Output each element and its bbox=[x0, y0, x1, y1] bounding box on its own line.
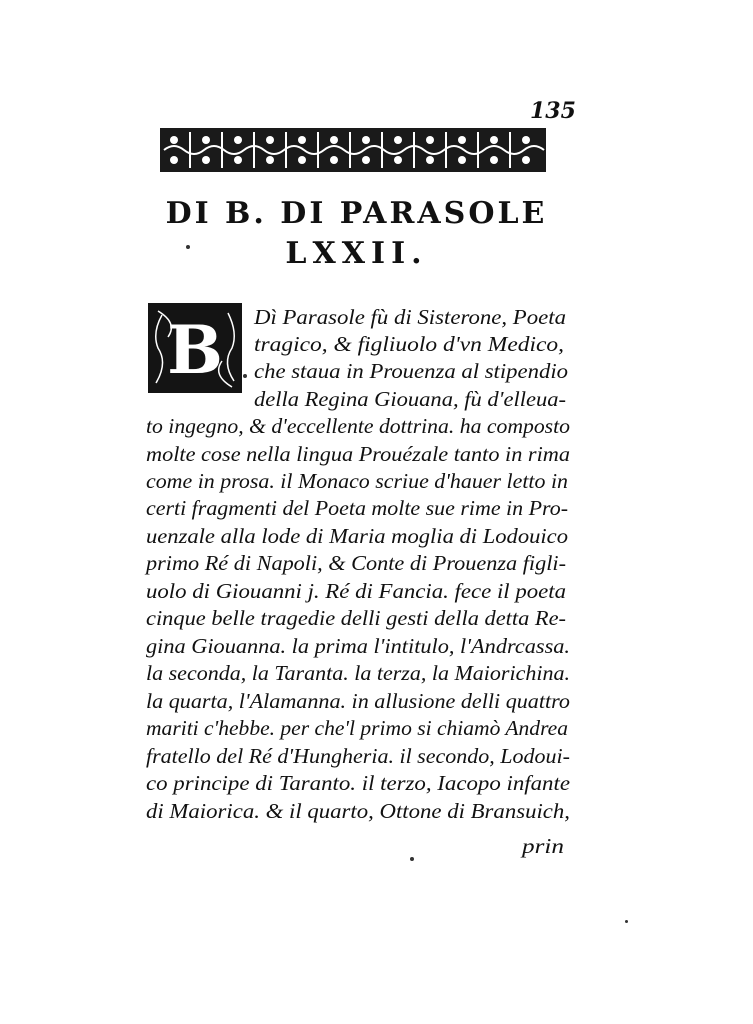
chapter-title: DI B. DI PARASOLE bbox=[165, 196, 548, 231]
text-line: primo Ré di Napoli, & Conte di Prouenza figli- bbox=[146, 551, 566, 575]
text-line: come in prosa. il Monaco scriue d'hauer letto in bbox=[146, 469, 568, 493]
page-number: 135 bbox=[530, 98, 576, 124]
text-line: uenzale alla lode di Maria moglia di Lodouico bbox=[146, 524, 568, 548]
text-line: fratello del Ré d'Hungheria. il secondo, Lodoui- bbox=[146, 744, 570, 768]
text-line: cinque belle tragedie delli gesti della detta Re- bbox=[146, 606, 566, 630]
text-line: della Regina Giouana, fù d'elleua- bbox=[254, 387, 566, 411]
speck bbox=[410, 857, 414, 861]
drop-cap-letter: B bbox=[167, 311, 223, 389]
text-line: Dì Parasole fù di Sisterone, Poeta bbox=[254, 305, 566, 329]
text-line: molte cose nella lingua Prouézale tanto in rima bbox=[146, 442, 570, 466]
speck bbox=[186, 245, 190, 249]
text-line: to ingegno, & d'eccellente dottrina. ha composto bbox=[146, 414, 570, 438]
speck bbox=[243, 374, 247, 378]
text-line: la seconda, la Taranta. la terza, la Maiorichina. bbox=[146, 661, 570, 685]
text-line: certi fragmenti del Poeta molte sue rime in Pro- bbox=[146, 496, 568, 520]
speck bbox=[625, 920, 628, 923]
text-line: che staua in Prouenza al stipendio bbox=[254, 359, 568, 383]
text-line: tragico, & figliuolo d'vn Medico, bbox=[254, 332, 564, 356]
catchword: prin bbox=[522, 834, 564, 858]
text-line: mariti c'hebbe. per che'l primo si chiamò Andrea bbox=[146, 716, 568, 740]
text-line: uolo di Giouanni j. Ré di Fancia. fece il poeta bbox=[146, 579, 566, 603]
ornament-band bbox=[160, 128, 546, 172]
decorated-initial bbox=[148, 303, 242, 393]
text-line: co principe di Taranto. il terzo, Iacopo infante bbox=[146, 771, 570, 795]
text-line: gina Giouanna. la prima l'intitulo, l'Andrcassa. bbox=[146, 634, 570, 658]
chapter-number: LXXII. bbox=[285, 236, 428, 271]
text-line: di Maiorica. & il quarto, Ottone di Bransuich, bbox=[146, 799, 570, 823]
text-line: la quarta, l'Alamanna. in allusione delli quattro bbox=[146, 689, 570, 713]
